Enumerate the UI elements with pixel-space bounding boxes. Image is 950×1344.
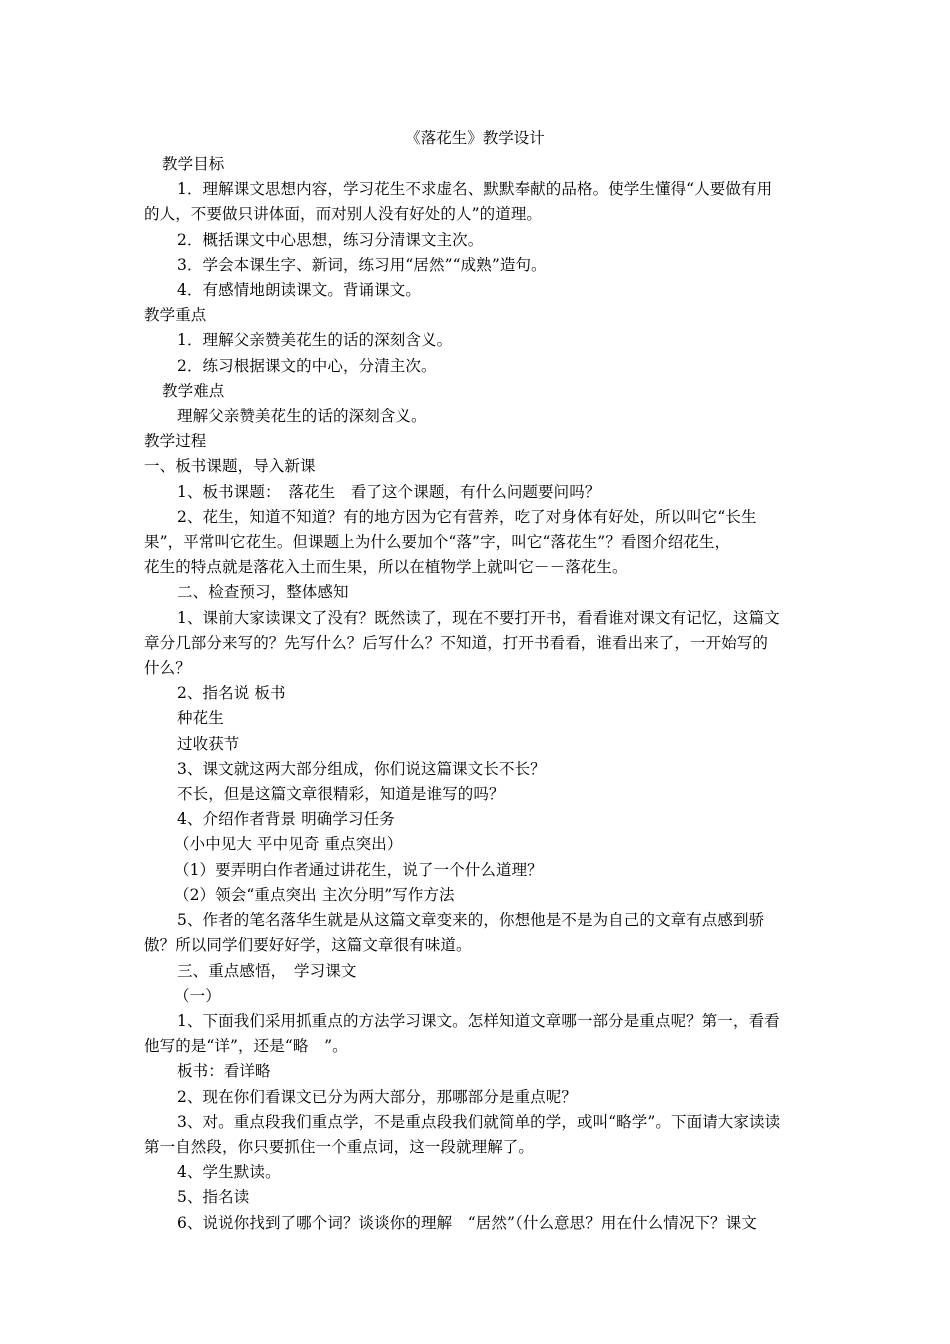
text-line: 第一自然段，你只要抓住一个重点词，这一段就理解了。: [144, 1137, 535, 1156]
text-line: （小中见大 平中见奇 重点突出）: [174, 835, 403, 854]
text-line: 2、现在你们看课文已分为两大部分，那哪部分是重点呢？: [177, 1087, 577, 1106]
text-line: 3、对。重点段我们重点学，不是重点段我们就简单的学，或叫“略学”。下面请大家读读: [177, 1112, 781, 1131]
text-line: 2．练习根据课文的中心，分清主次。: [177, 356, 437, 375]
text-line: 4、介绍作者背景 明确学习任务: [177, 810, 395, 829]
text-line: 教学难点: [162, 381, 225, 400]
text-line: 2、指名说 板书: [177, 684, 286, 703]
text-line: 4．有感情地朗读课文。背诵课文。: [177, 281, 421, 300]
text-line: 的人，不要做只讲体面，而对别人没有好处的人”的道理。: [144, 205, 543, 224]
text-line: 教学目标: [162, 155, 225, 173]
text-line: 1、下面我们采用抓重点的方法学习课文。怎样知道文章哪一部分是重点呢？第一，看看: [177, 1011, 780, 1030]
text-line: （2）领会“重点突出 主次分明”写作方法: [174, 885, 455, 904]
text-line: 果”，平常叫它花生。但课题上为什么要加个“落”字，叫它“落花生”？看图介绍花生，: [144, 533, 731, 552]
text-line: 过收获节: [177, 734, 240, 753]
text-line: （一）: [174, 986, 221, 1005]
text-line: 3．学会本课生字、新词，练习用“居然”“成熟”造句。: [177, 255, 547, 274]
text-line: 什么？: [144, 659, 191, 678]
text-line: 1．理解课文思想内容，学习花生不求虚名、默默奉献的品格。使学生懂得“人要做有用: [177, 180, 773, 199]
text-line: 5、指名读: [177, 1188, 250, 1207]
text-line: 1．理解父亲赞美花生的话的深刻含义。: [177, 331, 453, 350]
text-line: （1）要弄明白作者通过讲花生，说了一个什么道理？: [174, 860, 543, 879]
text-line: 一、板书课题，导入新课: [144, 457, 316, 476]
text-line: 6、说说你找到了哪个词？谈谈你的理解 “居然”（什么意思？用在什么情况下？课文: [177, 1213, 757, 1232]
text-line: 2、花生，知道不知道？有的地方因为它有营养，吃了对身体有好处，所以叫它“长生: [177, 507, 757, 526]
text-line: 花生的特点就是落花入土而生果，所以在植物学上就叫它－－落花生。: [144, 558, 628, 577]
text-line: 1、课前大家读课文了没有？既然读了，现在不要打开书，看看谁对课文有记忆，这篇文: [177, 608, 780, 627]
text-line: 1、板书课题： 落花生 看了这个课题，有什么问题要问吗？: [177, 482, 601, 501]
text-line: 种花生: [177, 709, 224, 728]
text-line: 理解父亲赞美花生的话的深刻含义。: [177, 407, 427, 426]
text-line: 三、重点感悟， 学习课文: [177, 961, 357, 980]
text-line: 二、检查预习，整体感知: [177, 583, 349, 602]
text-line: 不长，但是这篇文章很精彩，知道是谁写的吗？: [177, 785, 505, 804]
document-title: 《落花生》教学设计: [405, 129, 545, 147]
text-line: 2．概括课文中心思想，练习分清课文主次。: [177, 230, 484, 249]
text-line: 傲？所以同学们要好好学，这篇文章很有味道。: [144, 936, 472, 955]
text-line: 教学重点: [144, 306, 207, 325]
text-line: 5、作者的笔名落华生就是从这篇文章变来的，你想他是不是为自己的文章有点感到骄: [177, 911, 765, 930]
text-line: 板书：看详略: [177, 1062, 271, 1081]
text-line: 章分几部分来写的？先写什么？后写什么？不知道，打开书看看，谁看出来了，一开始写的: [144, 633, 769, 652]
text-line: 他写的是“详”，还是“略 ”。: [144, 1037, 348, 1056]
text-line: 3、课文就这两大部分组成，你们说这篇课文长不长？: [177, 759, 546, 778]
text-line: 4、学生默读。: [177, 1163, 281, 1182]
document-body: [144, 152, 808, 1236]
text-line: 教学过程: [144, 432, 207, 451]
